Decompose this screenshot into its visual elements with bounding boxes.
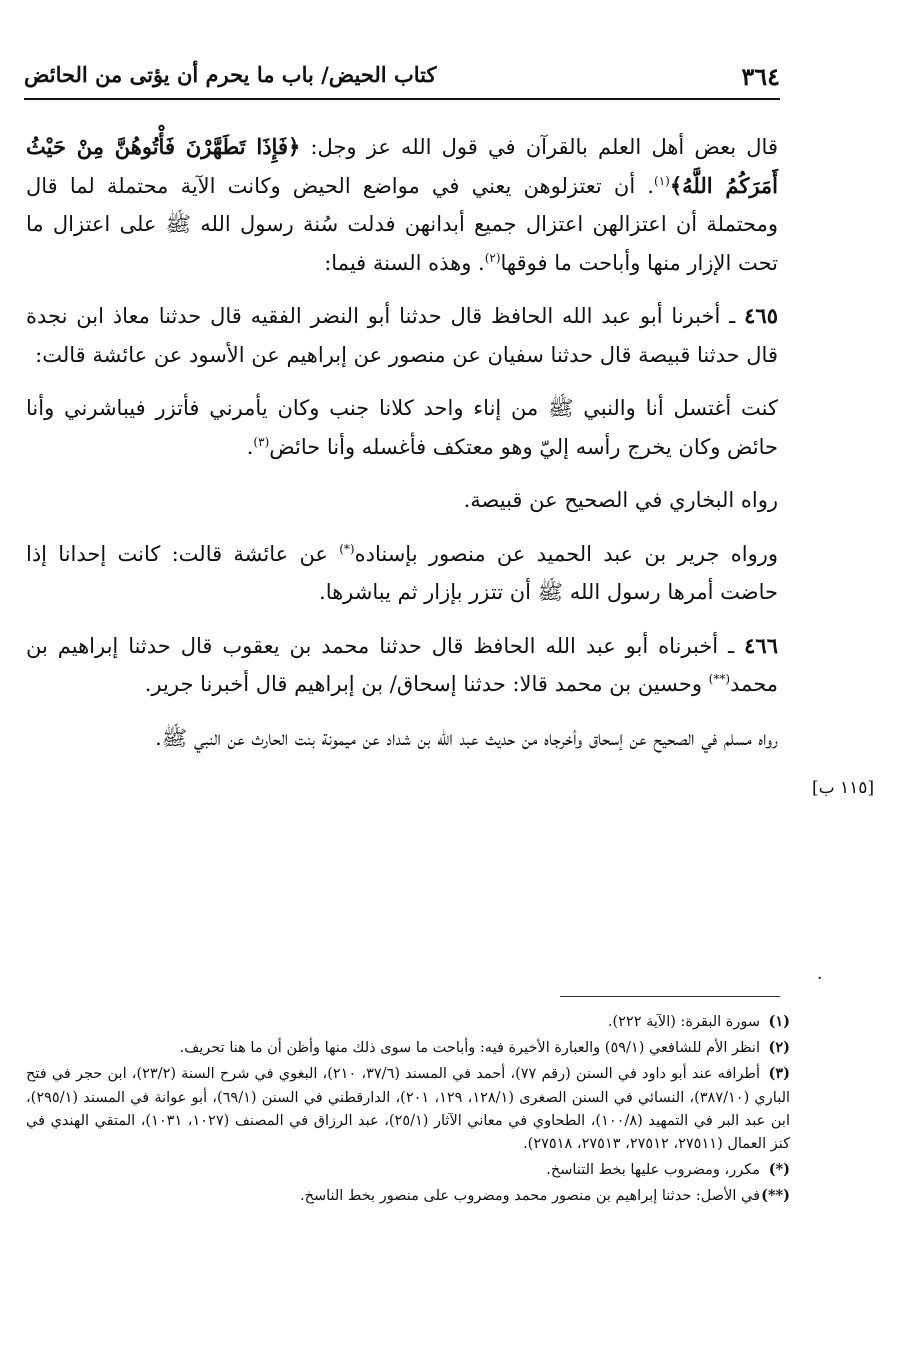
header-rule (24, 98, 780, 100)
hadith-text: كنت أغتسل أنا والنبي ﷺ من إناء واحد كلانا جنب وكان يأمرني فأتزر فيباشرني وأنا حائض وكان يخرج رأسه إليّ وهو معتكف فأغسله وأنا حائض$^{(٣)}$. (26, 396, 778, 459)
footnote-ref-star: (*) (339, 541, 355, 556)
manuscript-folio-note: [١١٥ ب] (812, 778, 875, 798)
narration-bukhari: رواه البخاري في الصحيح عن قبيصة. (463, 488, 778, 512)
margin-mark: . (817, 964, 823, 984)
footnotes (26, 1010, 790, 1211)
footnote: (١)سورة البقرة: (الآية ٢٢٢). (607, 1013, 790, 1030)
footnote-rule (560, 996, 780, 997)
footnote-ref-doublestar: (**) (708, 672, 731, 686)
footnote-ref-3: (٣) (253, 434, 270, 449)
hadith-number: ٤٦٦ (744, 632, 778, 658)
narration-muslim: رواه مسلم في الصحيح عن إسحاق وأخرجاه من حديث عبد الله بن شداد عن ميمونة بنت الحارث عن النبي ﷺ. (155, 725, 778, 750)
hadith-465: ٤٦٥ ـ أخبرنا أبو عبد الله الحافظ قال حدثنا أبو النضر الفقيه قال حدثنا معاذ ابن نجدة قال حدثنا قبيصة قال حدثنا سفيان عن منصور عن إبراهيم عن الأسود عن عائشة قالت: (26, 303, 778, 367)
hadith-number: ٤٦٥ (744, 303, 778, 328)
footnote-ref-1: (١) (654, 173, 670, 188)
footnote: (٢)انظر الأم للشافعي (٥٩/١) والعبارة الأخيرة فيه: وأباحت ما سوى ذلك منها وأظن أن ما هنا تحريف. (179, 1039, 790, 1057)
footnote: (**)في الأصل: حدثنا إبراهيم بن منصور محمد ومضروب على منصور بخط الناسخ. (299, 1187, 790, 1205)
running-title: كتاب الحيض/ باب ما يحرم أن يؤتى من الحائض (24, 62, 437, 87)
quran-verse: ﴿فَإِذَا تَطَهَّرْنَ فَأْتُوهُنَّ مِنْ حَيْثُ أَمَرَكُمُ اللَّهُ﴾ (26, 134, 779, 198)
footnote: (*)مكرر، ومضروب عليها بخط التناسخ. (546, 1161, 790, 1179)
footnote-ref-2: (٢) (484, 250, 501, 265)
page-header (24, 58, 780, 98)
hadith-466: ٤٦٦ ـ أخبرناه أبو عبد الله الحافظ قال حدثنا محمد بن يعقوب قال حدثنا إبراهيم بن محمد(**) وحسين بن محمد قالا: حدثنا إسحاق/ بن إبراهيم قال أخبرنا جرير. (26, 632, 778, 696)
paragraph-intro: قال بعض أهل العلم بالقرآن في قول الله عز وجل: ﴿فَإِذَا تَطَهَّرْنَ فَأْتُوهُنَّ مِنْ حَيْثُ أَمَرَكُمُ اللَّهُ﴾$^{(١)}$. أن تعتزلوهن يعني في مواضع الحيض وكانت الآية محتملة لما قال ومحتملة أن اعتزالهن اعتزال جميع أبدانهن فدلت سُنة رسول الله ﷺ على اعتزال ما تحت الإزار منها وأباحت ما فوقها$^{(٢)}$. وهذه السنة فيما: (26, 134, 779, 275)
page-number: ٣٦٤ (741, 62, 780, 91)
narration-jarir: ورواه جرير بن عبد الحميد عن منصور بإسناده(*) عن عائشة قالت: كانت إحدانا إذا حاضت أمرها رسول الله ﷺ أن تتزر بإزار ثم يباشرها. (26, 541, 778, 604)
main-text (26, 128, 778, 772)
footnote: (٣)أطرافه عند أبو داود في السنن (رقم ٧٧)، أحمد في المسند (٣٧/٦، ٢١٠)، البغوي في شرح السنة (٢٣/٢)، ابن حجر في فتح الباري (٣٨٧/١٠)، النسائي في السنن الصغرى (١٢٨/١، ١٢٩، ٢٠١)، الدارقطني في السنن (٦٩/١)، أبو عوانة في المسند (٢٩٥/١)، ابن عبد البر في التمهيد (١٠٠/٨)، الطحاوي في معاني الآثار (٢٥/١)، عبد الرزاق في المصنف (١٠٢٧، ١٠٣١)، المتقي الهندي في كنز العمال (٢٧٥١١، ٢٧٥١٢، ٢٧٥١٣، ٢٧٥١٨). (26, 1065, 791, 1153)
